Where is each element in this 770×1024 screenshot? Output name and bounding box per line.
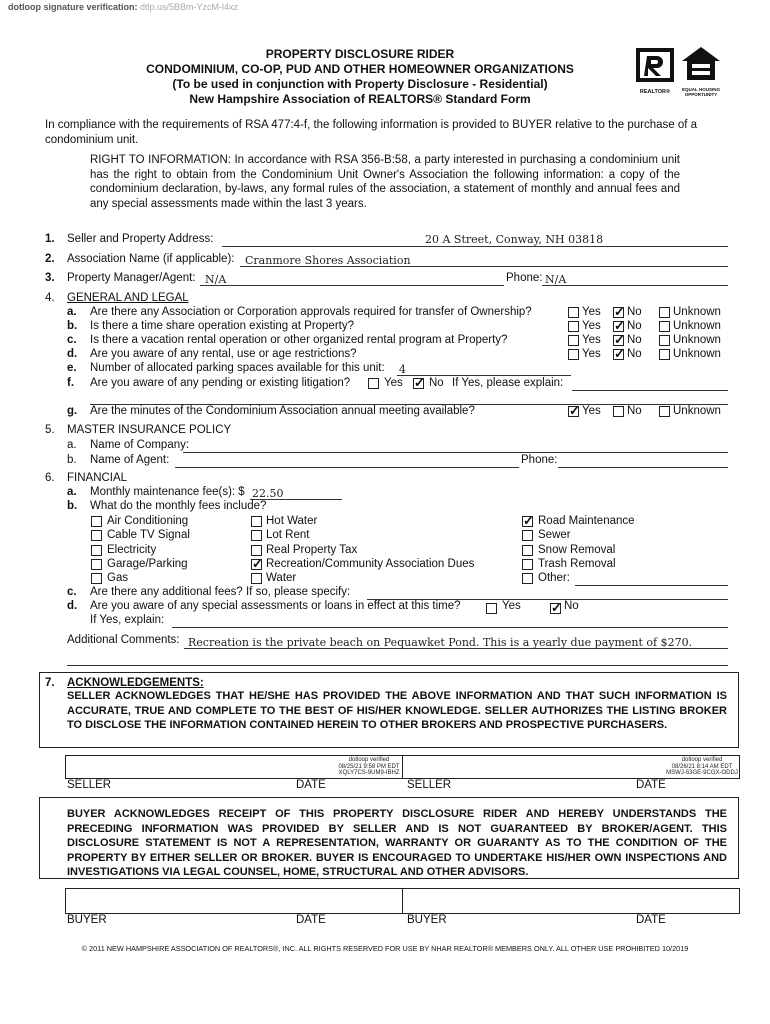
fee-electricity-label: Electricity	[107, 544, 157, 556]
fee-garage-checkbox[interactable]	[91, 559, 102, 570]
stamp-line: dotloop verified	[681, 757, 723, 763]
q4g-yes-checkbox[interactable]	[568, 406, 579, 417]
maintenance-fee-label: Monthly maintenance fee(s): $	[90, 486, 245, 498]
yes-label: Yes	[582, 306, 601, 318]
fee-road-checkbox[interactable]	[522, 516, 533, 527]
question-letter: b.	[67, 454, 77, 466]
stamp-line: 08/25/21 9:58 PM EDT	[338, 763, 400, 770]
equal-housing-logo	[680, 46, 722, 97]
q4e-text: Number of allocated parking spaces available for this unit:	[90, 362, 385, 374]
realtor-logo	[634, 48, 676, 95]
q4g-unknown-checkbox[interactable]	[659, 406, 670, 417]
fee-ac-label: Air Conditioning	[107, 515, 189, 527]
no-label: No	[627, 348, 642, 360]
agent-phone-label: Phone:	[521, 454, 558, 466]
master-insurance-title: MASTER INSURANCE POLICY	[67, 424, 232, 436]
unknown-label: Unknown	[673, 306, 721, 318]
q6d-yes-checkbox[interactable]	[486, 603, 497, 614]
q4d-yes-checkbox[interactable]	[568, 349, 579, 360]
insurance-company-line[interactable]	[183, 452, 728, 453]
buyer-acknowledgement-text: BUYER ACKNOWLEDGES RECEIPT OF THIS PROPERTY DISCLOSURE RIDER AND HEREBY UNDERSTANDS THE PRECEDING INFORMATION WAS PROVIDED BY SELLER AND IS NOT GUARANTEED BY BROKER/AGENT. THIS DISCLOSURE STATEMENT IS NOT A REPRESENTATION, WARRANTY OR GUARANTY AS TO THE CONDITION OF THE PROPERTY BY EITHER SELLER OR BROKER. BUYER IS ENCOURAGED TO UNDERTAKE HIS/HER OWN INSPECTIONS AND INVESTIGATIONS VIA LEGAL COUNSEL, HOME, STRUCTURAL AND OTHER ADVISORS.	[67, 808, 727, 878]
q4d-no-checkbox[interactable]	[613, 349, 624, 360]
fee-recreation-checkbox[interactable]	[251, 559, 262, 570]
yes-label: Yes	[384, 377, 403, 389]
question-letter: d.	[67, 348, 78, 360]
q6d-no-checkbox[interactable]	[550, 603, 561, 614]
q4b-unknown-checkbox[interactable]	[659, 321, 670, 332]
fee-gas-label: Gas	[107, 572, 129, 584]
additional-comments-value[interactable]: Recreation is the private beach on Pequawket Pond. This is a yearly due payment of $270.	[188, 636, 693, 649]
fee-cable-checkbox[interactable]	[91, 530, 102, 541]
fee-trash-checkbox[interactable]	[522, 559, 533, 570]
item-number: 1.	[45, 233, 55, 245]
seller1-date-label: DATE	[296, 779, 326, 791]
yes-label: Yes	[582, 348, 601, 360]
fee-cable-label: Cable TV Signal	[107, 529, 190, 541]
buyer-divider	[402, 888, 403, 914]
fee-other-label: Other:	[538, 572, 570, 584]
fee-gas-checkbox[interactable]	[91, 573, 102, 584]
fee-ac-checkbox[interactable]	[91, 516, 102, 527]
no-label: No	[627, 320, 642, 332]
buyer2-label: BUYER	[407, 914, 447, 926]
manager-phone-value[interactable]: N/A	[545, 273, 567, 286]
maintenance-fee-value[interactable]: 22.50	[252, 487, 284, 500]
property-manager-line	[200, 285, 504, 286]
unknown-label: Unknown	[673, 405, 721, 417]
fee-water-label: Water	[266, 572, 297, 584]
fee-property-tax-label: Real Property Tax	[266, 544, 358, 556]
acknowledgements-title: ACKNOWLEDGEMENTS:	[67, 677, 204, 689]
q4b-text: Is there a time share operation existing at Property?	[90, 320, 355, 332]
stamp-line: 08/26/21 8:14 AM EDT	[671, 763, 733, 770]
no-label: No	[627, 405, 642, 417]
q6d-explain-line[interactable]	[172, 627, 728, 628]
item-number: 4.	[45, 292, 55, 304]
q4d-text: Are you aware of any rental, use or age restrictions?	[90, 348, 357, 360]
verify-link[interactable]: dtlp.us/5BBm-YzcM-l4xz	[140, 2, 239, 12]
item-number: 6.	[45, 472, 55, 484]
unknown-label: Unknown	[673, 320, 721, 332]
yes-label: Yes	[582, 405, 601, 417]
question-letter: a.	[67, 439, 77, 451]
copyright-footer: © 2011 NEW HAMPSHIRE ASSOCIATION OF REALTORS®, INC. ALL RIGHTS RESERVED FOR USE BY NHAR REALTOR® MEMBERS ONLY. ALL OTHER USE PROHIBITED 10/2019	[81, 944, 689, 953]
q6d-explain-label: If Yes, explain:	[90, 614, 165, 626]
seller-address-label: Seller and Property Address:	[67, 233, 214, 245]
item-number: 2.	[45, 253, 55, 265]
q4a-unknown-checkbox[interactable]	[659, 307, 670, 318]
manager-phone-line	[542, 285, 728, 286]
additional-fees-label: Are there any additional fees? If so, please specify:	[90, 586, 351, 598]
q4f-yes-checkbox[interactable]	[368, 378, 379, 389]
unknown-label: Unknown	[673, 348, 721, 360]
q4a-text: Are there any Association or Corporation approvals required for transfer of Ownership?	[90, 306, 532, 318]
parking-value[interactable]: 4	[399, 363, 406, 376]
financial-title: FINANCIAL	[67, 472, 128, 484]
fee-lot-rent-checkbox[interactable]	[251, 530, 262, 541]
no-label: No	[627, 306, 642, 318]
fee-hot-water-label: Hot Water	[266, 515, 318, 527]
item-number: 5.	[45, 424, 55, 436]
question-letter: f.	[67, 377, 75, 389]
manager-phone-label: Phone:	[506, 272, 543, 284]
realtor-logo-text: REALTOR®	[639, 89, 671, 95]
fee-other-line[interactable]	[575, 585, 728, 586]
agent-phone-line[interactable]	[558, 467, 728, 468]
fee-electricity-checkbox[interactable]	[91, 545, 102, 556]
seller2-dotloop-stamp	[666, 757, 738, 777]
q4g-no-checkbox[interactable]	[613, 406, 624, 417]
seller-address-line	[222, 246, 728, 247]
q4c-no-checkbox[interactable]	[613, 335, 624, 346]
realtor-r-icon	[634, 48, 676, 84]
fee-hot-water-checkbox[interactable]	[251, 516, 262, 527]
fee-water-checkbox[interactable]	[251, 573, 262, 584]
q4f-explain-line	[572, 390, 728, 391]
insurance-agent-line[interactable]	[175, 467, 519, 468]
title-line4: New Hampshire Association of REALTORS® Standard Form	[189, 92, 531, 106]
stamp-line: XQLY7CS-9UM9-IBHZ	[338, 770, 400, 776]
title-line2: CONDOMINIUM, CO-OP, PUD AND OTHER HOMEOWNER ORGANIZATIONS	[146, 62, 574, 76]
q4f-no-checkbox[interactable]	[413, 378, 424, 389]
question-letter: b.	[67, 320, 78, 332]
question-letter: g.	[67, 405, 78, 417]
property-manager-value[interactable]: N/A	[205, 273, 227, 286]
question-letter: c.	[67, 334, 77, 346]
fee-snow-checkbox[interactable]	[522, 545, 533, 556]
seller1-label: SELLER	[67, 779, 112, 791]
no-label: No	[564, 600, 579, 612]
special-assessments-label: Are you aware of any special assessments or loans in effect at this time?	[90, 600, 461, 612]
q4f-text: Are you aware of any pending or existing litigation?	[90, 377, 351, 389]
q4a-no-checkbox[interactable]	[613, 307, 624, 318]
q4c-text: Is there a vacation rental operation or other organized rental program at Property?	[90, 334, 508, 346]
title-line1: PROPERTY DISCLOSURE RIDER	[265, 47, 455, 61]
buyer1-date-label: DATE	[296, 914, 326, 926]
question-letter: a.	[67, 306, 77, 318]
question-letter: e.	[67, 362, 77, 374]
q4a-yes-checkbox[interactable]	[568, 307, 579, 318]
q4c-yes-checkbox[interactable]	[568, 335, 579, 346]
fee-other-checkbox[interactable]	[522, 573, 533, 584]
insurance-agent-label: Name of Agent:	[90, 454, 170, 466]
fee-recreation-label: Recreation/Community Association Dues	[266, 558, 475, 570]
fee-trash-label: Trash Removal	[538, 558, 616, 570]
question-letter: c.	[67, 586, 77, 598]
stamp-line: MSWJ-53GE-9CGX-ODDJ	[666, 770, 738, 776]
seller2-date-label: DATE	[636, 779, 666, 791]
buyer2-date-label: DATE	[636, 914, 666, 926]
yes-label: Yes	[582, 334, 601, 346]
seller-acknowledgement-text: SELLER ACKNOWLEDGES THAT HE/SHE HAS PROVIDED THE ABOVE INFORMATION AND THAT SUCH INFORMATION IS ACCURATE, TRUE AND COMPLETE TO THE BEST OF HIS/HER KNOWLEDGE. SELLER AUTHORIZES THE LISTING BROKER TO DISCLOSE THE INFORMATION CONTAINED HEREIN TO OTHER BROKERS AND PROSPECTIVE PURCHASERS.	[67, 690, 727, 731]
yes-label: Yes	[582, 320, 601, 332]
insurance-company-label: Name of Company:	[90, 439, 190, 451]
item-number: 7.	[45, 677, 55, 689]
yes-label: Yes	[502, 600, 521, 612]
intro-paragraph: In compliance with the requirements of RSA 477:4-f, the following information is provided to BUYER relative to the purchase of a condominium unit.	[45, 119, 698, 146]
q4f-explain-label: If Yes, please explain:	[452, 377, 564, 389]
seller2-label: SELLER	[407, 779, 452, 791]
additional-comments-line2	[67, 665, 728, 666]
unknown-label: Unknown	[673, 334, 721, 346]
fee-garage-label: Garage/Parking	[107, 558, 188, 570]
dotloop-verification	[8, 2, 238, 12]
fee-sewer-checkbox[interactable]	[522, 530, 533, 541]
title-line3: (To be used in conjunction with Property Disclosure - Residential)	[172, 77, 548, 91]
fee-sewer-label: Sewer	[538, 529, 571, 541]
verify-label: dotloop signature verification:	[8, 2, 138, 12]
association-name-label: Association Name (if applicable):	[67, 253, 235, 265]
question-letter: a.	[67, 486, 77, 498]
q4d-unknown-checkbox[interactable]	[659, 349, 670, 360]
right-to-information: RIGHT TO INFORMATION: In accordance with RSA 356-B:58, a party interested in purchasing a condominium unit has the right to obtain from the Condominium Unit Owner's Association the following information: a copy of the condominium declaration, by-laws, any formal rules of the association, a statement of monthly and annual fees and any special assessments made within the last 3 years.	[90, 154, 680, 210]
item-number: 3.	[45, 272, 55, 284]
question-letter: d.	[67, 600, 78, 612]
additional-comments-label: Additional Comments:	[67, 634, 180, 646]
fee-lot-rent-label: Lot Rent	[266, 529, 310, 541]
seller-address-value[interactable]: 20 A Street, Conway, NH 03818	[425, 233, 604, 246]
association-name-value[interactable]: Cranmore Shores Association	[245, 254, 411, 267]
no-label: No	[429, 377, 444, 389]
no-label: No	[627, 334, 642, 346]
q4g-text: Are the minutes of the Condominium Association annual meeting available?	[90, 405, 475, 417]
equal-housing-icon	[680, 46, 722, 82]
general-legal-title: GENERAL AND LEGAL	[67, 292, 189, 304]
fee-property-tax-checkbox[interactable]	[251, 545, 262, 556]
q4b-no-checkbox[interactable]	[613, 321, 624, 332]
seller1-dotloop-stamp	[335, 757, 403, 777]
fees-include-label: What do the monthly fees include?	[90, 500, 267, 512]
fee-road-label: Road Maintenance	[538, 515, 635, 527]
stamp-line: dotloop verified	[348, 757, 390, 763]
buyer1-label: BUYER	[67, 914, 107, 926]
question-letter: b.	[67, 500, 78, 512]
property-manager-label: Property Manager/Agent:	[67, 272, 196, 284]
fee-snow-label: Snow Removal	[538, 544, 616, 556]
q4c-unknown-checkbox[interactable]	[659, 335, 670, 346]
q4b-yes-checkbox[interactable]	[568, 321, 579, 332]
eho-logo-text: EQUAL HOUSING OPPORTUNITY	[682, 87, 720, 97]
